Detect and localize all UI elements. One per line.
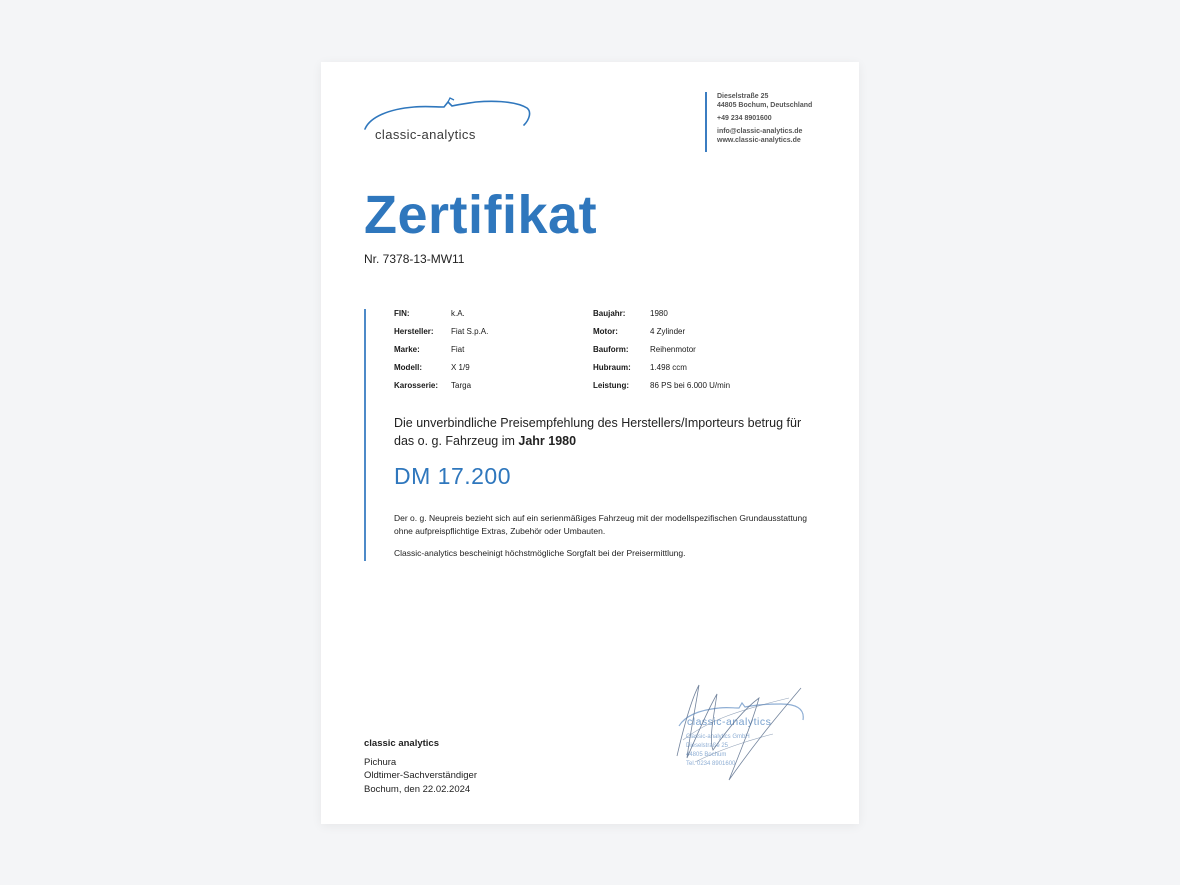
contact-block	[705, 92, 812, 152]
price-value: DM 17.200	[394, 463, 512, 489]
address-line-1: Dieselstraße 25	[717, 93, 769, 100]
spec-key: Leistung:	[593, 381, 629, 390]
spec-key: Baujahr:	[593, 309, 626, 318]
spec-key: Bauform:	[593, 345, 629, 354]
website-link[interactable]: www.classic-analytics.de	[717, 137, 801, 144]
price-note: Der o. g. Neupreis bezieht sich auf ein serienmäßiges Fahrzeug mit der modellspezifischen Grundausstattung ohne aufpreispflichtige Extras, Zubehör oder Umbauten.	[394, 513, 807, 536]
spec-key: FIN:	[394, 309, 410, 318]
place-date: Bochum, den 22.02.2024	[364, 783, 471, 795]
spec-value: 1980	[650, 309, 668, 318]
spec-value: Fiat S.p.A.	[451, 327, 489, 336]
signature-block	[364, 737, 477, 796]
spec-key: Modell:	[394, 363, 422, 372]
spec-value: k.A.	[451, 309, 465, 318]
spec-value: 86 PS bei 6.000 U/min	[650, 381, 731, 390]
stamp-line: Classic-analytics GmbH	[686, 734, 750, 740]
spec-value: Targa	[451, 381, 472, 390]
spec-key: Motor:	[593, 327, 618, 336]
price-intro-text: Die unverbindliche Preisempfehlung des Herstellers/Importeurs betrug für das o. g. Fahrzeug im	[394, 416, 802, 448]
footer-company: classic analytics	[364, 738, 439, 749]
certificate-page	[321, 62, 859, 824]
phone-number: +49 234 8901600	[717, 115, 772, 122]
company-stamp	[669, 680, 819, 790]
diligence-note: Classic-analytics bescheinigt höchstmögliche Sorgfalt bei der Preisermittlung.	[394, 548, 686, 558]
stamp-brand: classic-analytics	[687, 716, 772, 728]
stamp-line: 44805 Bochum	[686, 752, 727, 758]
spec-value: 4 Zylinder	[650, 327, 686, 336]
certificate-body	[364, 309, 826, 561]
certificate-title: Zertifikat	[364, 185, 598, 245]
certificate-number: Nr. 7378-13-MW11	[364, 252, 465, 266]
address-line-2: 44805 Bochum, Deutschland	[717, 102, 813, 109]
expert-name: Pichura	[364, 756, 397, 768]
expert-role: Oldtimer-Sachverständiger	[364, 770, 477, 781]
company-logo	[364, 95, 534, 145]
spec-key: Hubraum:	[593, 363, 631, 372]
spec-value: 1.498 ccm	[650, 363, 687, 372]
logo-text: classic-analytics	[375, 127, 476, 142]
stamp-line: Dieselstraße 25	[686, 743, 729, 749]
spec-key: Karosserie:	[394, 381, 439, 390]
stamp-line: Tel. 0234 8901600	[686, 761, 736, 767]
spec-key: Marke:	[394, 345, 420, 354]
handwritten-signature-icon	[669, 680, 819, 790]
spec-key: Hersteller:	[394, 327, 434, 336]
email-link[interactable]: info@classic-analytics.de	[717, 128, 803, 135]
price-intro-year: Jahr 1980	[518, 434, 577, 448]
price-intro	[394, 414, 824, 450]
spec-value: X 1/9	[451, 363, 470, 372]
spec-value: Fiat	[451, 345, 465, 354]
spec-value: Reihenmotor	[650, 345, 696, 354]
